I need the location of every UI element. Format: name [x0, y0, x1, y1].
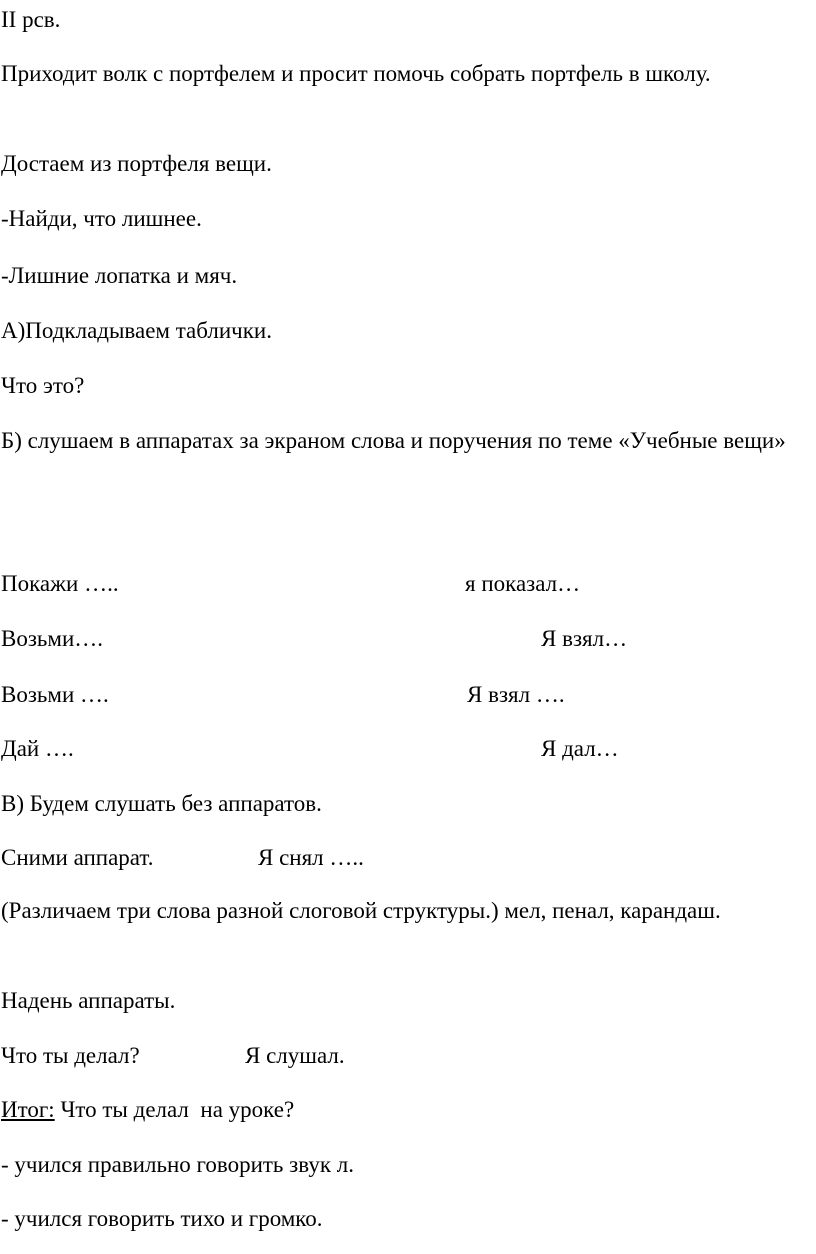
paragraph-find-extra: -Найди, что лишнее. [1, 206, 202, 231]
command-put-on-apparatus: Надень аппараты. [1, 988, 176, 1013]
command-show: Покажи ….. [1, 571, 119, 596]
paragraph-distinguish-words: (Различаем три слова разной слоговой структуры.) мел, пенал, карандаш. [1, 898, 721, 923]
summary-line [1, 1092, 294, 1127]
response-showed: я показал… [465, 571, 581, 596]
question-what-did-you-do: Что ты делал? [1, 1043, 140, 1068]
paragraph-listen-in-apparatus: Б) слушаем в аппаратах за экраном слова и поручения по теме «Учебные вещи» [1, 428, 786, 453]
doc-heading: II рсв. [1, 7, 61, 32]
paragraph-wolf-portfolio: Приходит волк с портфелем и просит помочь собрать портфель в школу. [1, 61, 711, 86]
command-take-2: Возьми …. [1, 682, 109, 707]
response-took-2: Я взял …. [467, 682, 565, 707]
response-gave: Я дал… [541, 736, 619, 761]
command-give: Дай …. [1, 736, 74, 761]
paragraph-what-is-this: Что это? [1, 373, 85, 398]
summary-label: Итог: [1, 1097, 55, 1122]
command-remove-apparatus: Сними аппарат. [1, 845, 154, 870]
paragraph-listen-without-apparatus: В) Будем слушать без аппаратов. [1, 791, 322, 816]
summary-question: Что ты делал на уроке? [54, 1097, 295, 1122]
paragraph-take-out-things: Достаем из портфеля вещи. [1, 151, 272, 176]
paragraph-place-tablets: А)Подкладываем таблички. [1, 318, 272, 343]
command-take-1: Возьми…. [1, 626, 104, 651]
response-removed: Я снял ….. [258, 845, 364, 870]
paragraph-learned-loud-quiet: - учился говорить тихо и громко. [1, 1206, 323, 1231]
paragraph-extra-items: -Лишние лопатка и мяч. [1, 263, 238, 288]
paragraph-learned-sound: - учился правильно говорить звук л. [1, 1152, 354, 1177]
response-listened: Я слушал. [245, 1043, 345, 1068]
response-took-1: Я взял… [541, 626, 628, 651]
